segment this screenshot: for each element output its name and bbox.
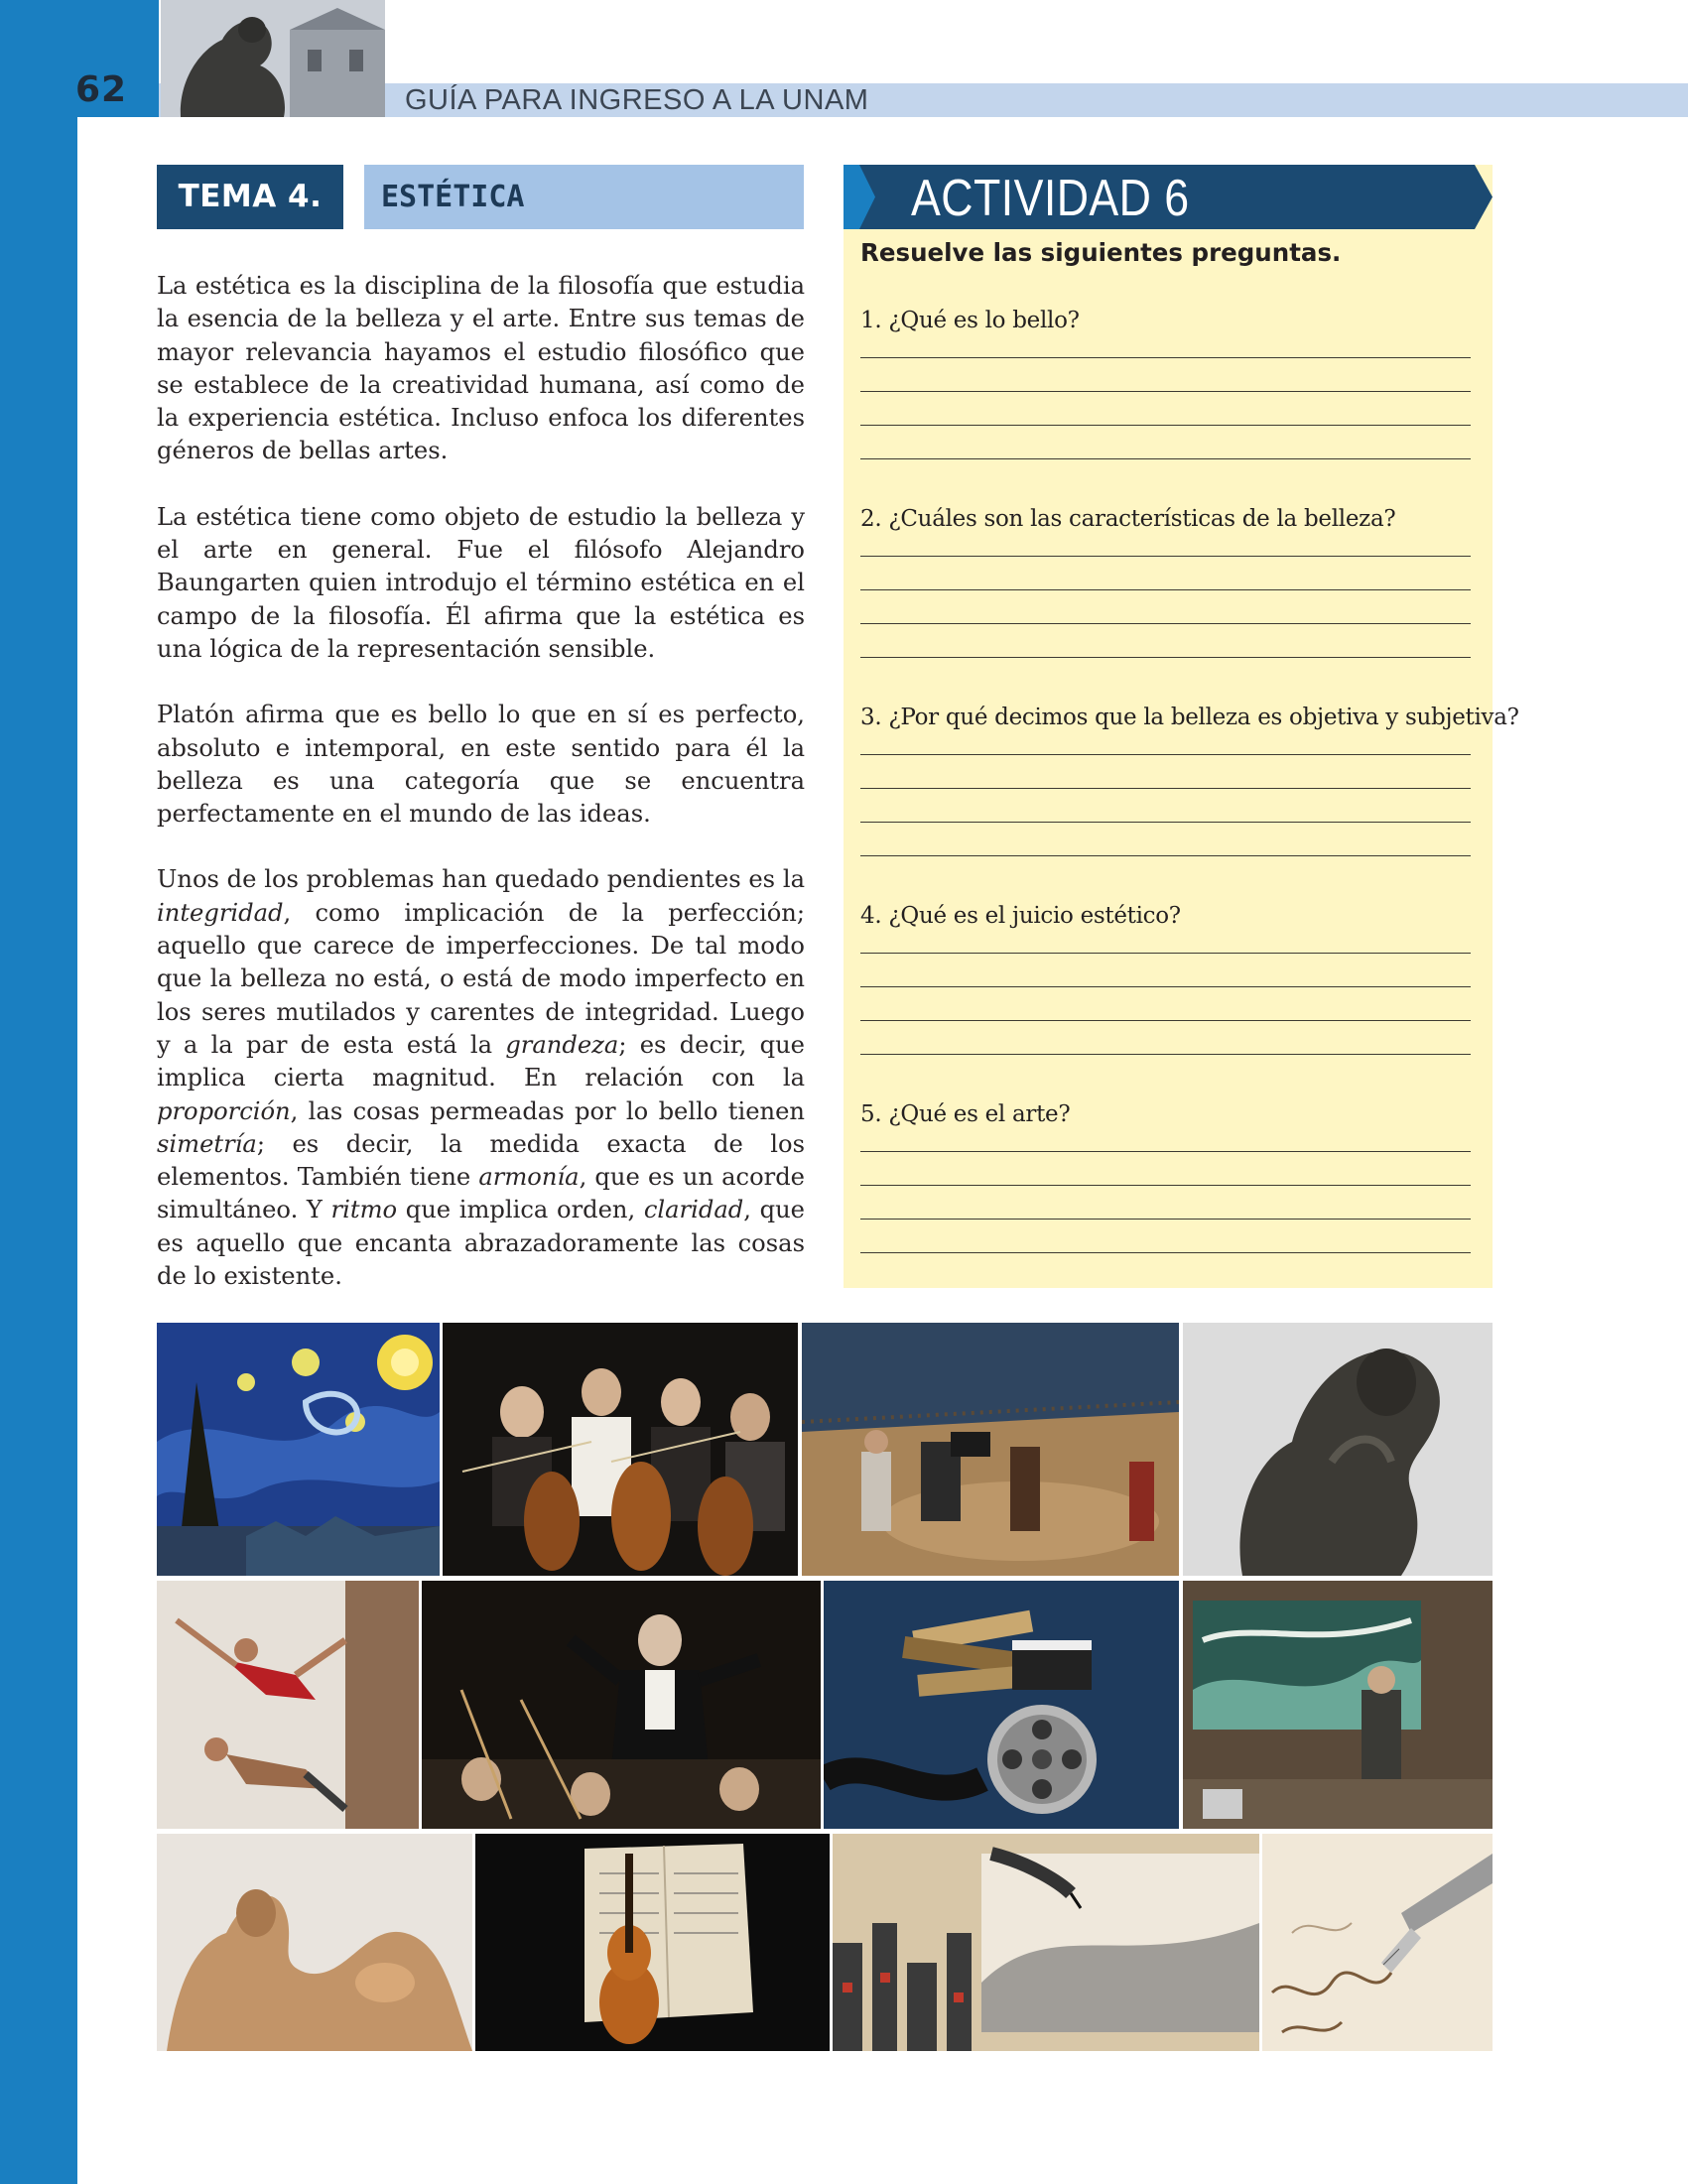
- paragraph-2: La estética tiene como objeto de estudio la belleza y el arte en general. Fue el filósofo Alejandro Baungarten quien introdujo el término estética en el campo de la filosofía. Él afirma que la estética es una lógica de la representación sensible.: [157, 502, 805, 663]
- topic-body: [157, 270, 805, 1326]
- film-set-battle-scene-image: [802, 1323, 1179, 1576]
- answer-line[interactable]: [860, 1185, 1471, 1186]
- violin-sheet-music-image: [475, 1834, 830, 2051]
- topic-title: ESTÉTICA: [364, 165, 804, 229]
- answer-line[interactable]: [860, 754, 1471, 755]
- starry-night-painting-image: [157, 1323, 440, 1576]
- header-title: GUÍA PARA INGRESO A LA UNAM: [405, 84, 869, 116]
- answer-line[interactable]: [860, 855, 1471, 856]
- answer-line[interactable]: [860, 391, 1471, 392]
- cinema-film-reel-image: [824, 1581, 1179, 1829]
- term-simetria: simetría: [157, 1129, 257, 1158]
- term-ritmo: ritmo: [330, 1196, 398, 1224]
- answer-line[interactable]: [860, 1219, 1471, 1220]
- answer-line[interactable]: [860, 986, 1471, 987]
- question-4: [860, 899, 1476, 1055]
- answer-line[interactable]: [860, 556, 1471, 557]
- answer-line[interactable]: [860, 623, 1471, 624]
- question-2: [860, 502, 1476, 658]
- header-thinker-photo: [161, 0, 385, 117]
- answer-line[interactable]: [860, 657, 1471, 658]
- answer-line[interactable]: [860, 1054, 1471, 1055]
- answer-line[interactable]: [860, 1252, 1471, 1253]
- paragraph-3: Platón afirma que es bello lo que en sí es perfecto, absoluto e intemporal, en este sentido para él la belleza es una categoría que se encuentra perfectamente en el mundo de las ideas.: [157, 701, 805, 829]
- header-strip: [159, 83, 1688, 117]
- conductor-image: [422, 1581, 821, 1829]
- answer-line[interactable]: [860, 589, 1471, 590]
- activity-title: ACTIVIDAD 6: [911, 170, 1190, 227]
- term-claridad: claridad: [643, 1196, 744, 1224]
- answer-line[interactable]: [860, 1151, 1471, 1152]
- term-armonia: armonía: [478, 1163, 580, 1192]
- question-text: 4. ¿Qué es el juicio estético?: [860, 903, 1181, 929]
- question-1: [860, 304, 1476, 459]
- question-text: 5. ¿Qué es el arte?: [860, 1101, 1071, 1127]
- question-text: 1. ¿Qué es lo bello?: [860, 308, 1080, 333]
- orchestra-cellos-image: [443, 1323, 798, 1576]
- term-integridad: integridad: [157, 898, 284, 927]
- question-text: 3. ¿Por qué decimos que la belleza es objetiva y subjetiva?: [860, 705, 1519, 730]
- paragraph-4: Unos de los problemas han quedado pendientes es la integridad, como implicación de la perfección; aquello que carece de imperfecciones. De tal modo que la belleza no está, o está de modo imperfecto en los seres mutilados y carentes de integridad. Luego y a la par de esta está la grandeza; es decir, que implica cierta magnitud. En relación con la proporción, las cosas permeadas por lo bello tienen simetría; es decir, la medida exacta de los elementos. También tiene armonía, que es un acorde simultáneo. Y ritmo que implica orden, claridad, que es aquello que encanta abrazadoramente las cosas de lo existente.: [157, 865, 806, 1291]
- question-3: [860, 701, 1519, 856]
- paragraph-1: La estética es la disciplina de la filosofía que estudia la esencia de la belleza y el arte. Entre sus temas de mayor relevancia hayamos el estudio filosófico que se establece de la creatividad humana, así como de la experiencia estética. Incluso enfoca los diferentes géneros de bellas artes.: [157, 272, 805, 465]
- answer-line[interactable]: [860, 1020, 1471, 1021]
- activity-instruction: Resuelve las siguientes preguntas.: [860, 238, 1342, 267]
- page-number: 62: [75, 69, 128, 110]
- question-text: 2. ¿Cuáles son las características de la belleza?: [860, 506, 1396, 532]
- dancers-image: [157, 1581, 419, 1829]
- side-color-band: [0, 0, 77, 2184]
- answer-line[interactable]: [860, 425, 1471, 426]
- answer-line[interactable]: [860, 788, 1471, 789]
- painter-at-canvas-image: [1183, 1581, 1493, 1829]
- fountain-pen-writing-image: [1262, 1834, 1493, 2051]
- term-proporcion: proporción: [157, 1096, 291, 1125]
- answer-line[interactable]: [860, 953, 1471, 954]
- question-5: [860, 1097, 1476, 1253]
- answer-line[interactable]: [860, 357, 1471, 358]
- abstract-sculpture-image: [157, 1834, 472, 2051]
- topic-number: TEMA 4.: [157, 165, 343, 229]
- term-grandeza: grandeza: [505, 1030, 619, 1059]
- answer-line[interactable]: [860, 458, 1471, 459]
- thinker-sculpture-image: [1183, 1323, 1493, 1576]
- answer-line[interactable]: [860, 822, 1471, 823]
- architectural-drawing-image: [833, 1834, 1259, 2051]
